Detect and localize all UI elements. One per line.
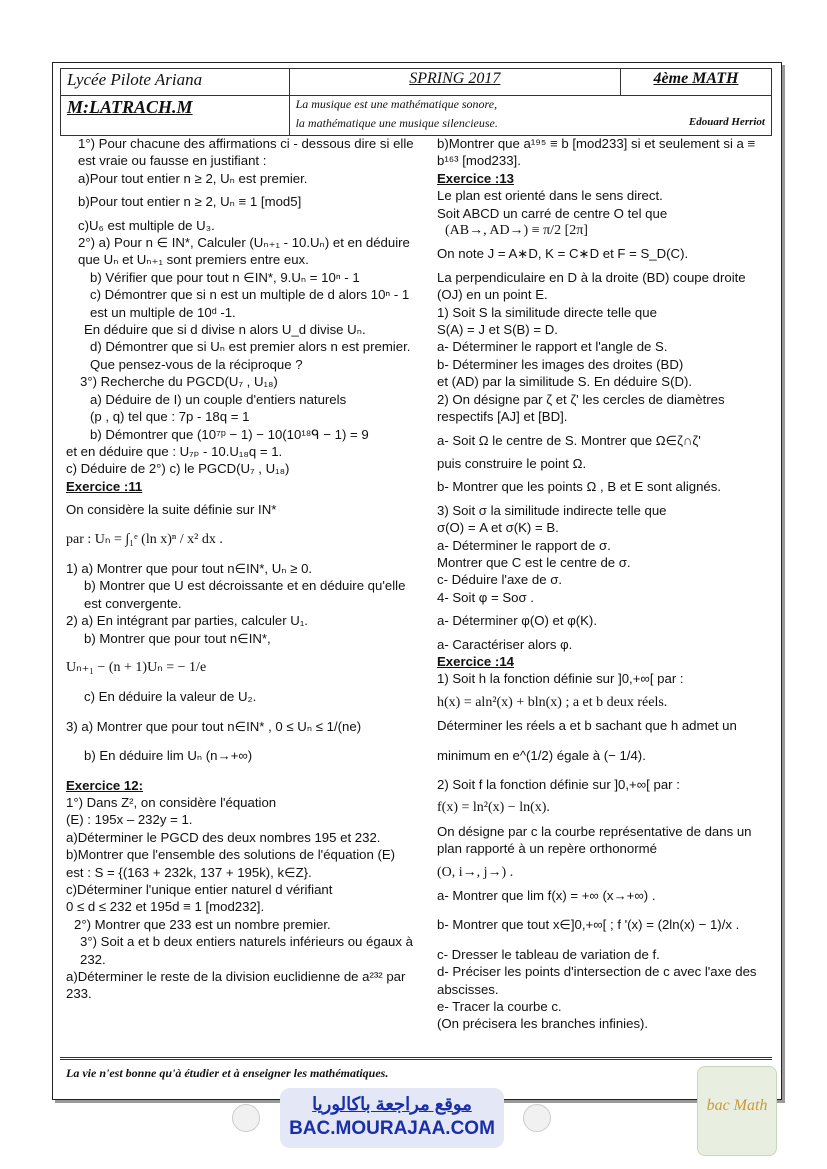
school-name: Lycée Pilote Ariana <box>61 69 290 96</box>
ex13-q2: 2) On désigne par ζ et ζ' les cercles de diamètres respectifs [AJ] et [BD]. <box>437 391 725 425</box>
ex14-h-def: h(x) = aln²(x) + bln(x) ; a et b deux réels. <box>437 694 668 710</box>
ex12-q1c-cond: 0 ≤ d ≤ 232 et 195d ≡ 1 [mod232]. <box>66 899 265 915</box>
ex14-q2: 2) Soit f la fonction définie sur ]0,+∞[ par : <box>437 777 680 792</box>
ex11-q3a: 3) a) Montrer que pour tout n∈IN* , 0 ≤ Uₙ ≤ 1/(ne) <box>66 718 362 734</box>
ex14-f-def: f(x) = ln²(x) − ln(x). <box>437 800 550 816</box>
ex13-q1b-cont: et (AD) par la similitude S. En déduire S(D). <box>437 374 693 390</box>
ex12-q1c: c)Déterminer l'unique entier naturel d vérifiant <box>66 882 333 898</box>
ex14-note: (On précisera les branches infinies). <box>437 1016 649 1032</box>
ex14-q1-min: minimum en e^(1/2) égale à (− 1/4). <box>437 747 646 763</box>
ex12-q3a: a)Déterminer le reste de la division euclidienne de a²³² par 233. <box>66 969 406 1002</box>
ex11-definition: par : Uₙ = ∫₁ᵉ (ln x)ⁿ / x² dx . <box>66 531 223 547</box>
bac-math-logo <box>697 1066 777 1156</box>
ex10-q2c-deduce: En déduire que si d divise n alors U_d divise Uₙ. <box>84 322 366 338</box>
ex11-q2a: 2) a) En intégrant par parties, calculer U₁. <box>66 613 308 629</box>
ex13-intro: Le plan est orienté dans le sens direct. <box>437 188 663 204</box>
footer-motto: La vie n'est bonne qu'à étudier et à enseigner les mathématiques. <box>66 1066 389 1080</box>
ex14-q1-task: Déterminer les réels a et b sachant que h admet un <box>437 718 737 734</box>
right-column <box>437 135 773 1033</box>
ex13-q4b: a- Caractériser alors φ. <box>437 636 573 652</box>
ex13-q4a: a- Déterminer φ(O) et φ(K). <box>437 613 597 629</box>
ex12-q1a: a)Déterminer le PGCD des deux nombres 195 et 232. <box>66 829 381 845</box>
ex14-qd: d- Préciser les points d'intersection de c avec l'axe des abscisses. <box>437 964 757 997</box>
banner-arabic-text[interactable]: موقع مراجعة باكالوريا <box>312 1094 472 1114</box>
ex10-q3a: a) Déduire de I) un couple d'entiers naturels <box>90 391 347 407</box>
exercise-14-title: Exercice :14 <box>437 653 514 669</box>
ex13-q3b: Montrer que C est le centre de σ. <box>437 554 631 570</box>
banner-url[interactable]: BAC.MOURAJAA.COM <box>289 1118 495 1139</box>
ex10-q3b-deduce: et en déduire que : U₇ₚ - 10.U₁₈q = 1. <box>66 443 283 459</box>
bac-math-logo-text: bac Math <box>706 1097 768 1114</box>
ex13-q3: 3) Soit σ la similitude indirecte telle que <box>437 502 667 518</box>
teacher-name: M:LATRACH.M <box>61 95 290 135</box>
ex11-q2c: c) En déduire la valeur de U₂. <box>84 689 257 705</box>
ex12-q1b: b)Montrer que l'ensemble des solutions de l'équation (E) est : S = {(163 + 232k, 137 + 195k), k∈Z}. <box>66 847 396 880</box>
ex14-qa: a- Montrer que lim f(x) = +∞ (x→+∞) . <box>437 888 656 904</box>
left-logo-icon <box>232 1104 260 1132</box>
ex10-q3c: c) Déduire de 2°) c) le PGCD(U₇ , U₁₈) <box>66 461 290 477</box>
ex10-q3: 3°) Recherche du PGCD(U₇ , U₁₈) <box>80 374 278 390</box>
ex10-q1b: b)Pour tout entier n ≥ 2, Uₙ ≡ 1 [mod5] <box>78 194 302 210</box>
ex11-relation: Uₙ₊₁ − (n + 1)Uₙ = − 1/e <box>66 659 207 675</box>
ex14-qe: e- Tracer la courbe c. <box>437 999 562 1015</box>
exercise-11-title: Exercice :11 <box>66 478 143 494</box>
ex14-curve: On désigne par c la courbe représentative de dans un plan rapporté à un repère orthonormé <box>437 823 752 857</box>
ex13-q2b: b- Montrer que les points Ω , B et E sont alignés. <box>437 479 722 495</box>
ex12-q3b: b)Montrer que a¹⁹⁵ ≡ b [mod233] si et seulement si a ≡ b¹⁶³ [mod233]. <box>437 136 756 169</box>
ex10-q3b: b) Démontrer que (10⁷ᵖ − 1) − 10(10¹⁸ᑫ − 1) = 9 <box>90 426 369 442</box>
ex13-q2a: a- Soit Ω le centre de S. Montrer que Ω∈ζ∩ζ' <box>437 432 701 448</box>
ex13-q1a: a- Déterminer le rapport et l'angle de S. <box>437 339 668 355</box>
ex10-q1a: a)Pour tout entier n ≥ 2, Uₙ est premier. <box>78 170 308 186</box>
ex11-q1a: 1) a) Montrer que pour tout n∈IN*, Uₙ ≥ 0. <box>66 560 313 576</box>
header-table <box>60 68 772 136</box>
footer-divider <box>60 1057 772 1060</box>
ex10-q3a-eq: (p , q) tel que : 7p - 18q = 1 <box>90 409 250 425</box>
ex11-intro: On considère la suite définie sur IN* <box>66 502 277 518</box>
site-banner[interactable] <box>280 1088 504 1148</box>
ex10-q1c: c)U₆ est multiple de U₃. <box>78 217 215 233</box>
ex10-q1: 1°) Pour chacune des affirmations ci - dessous dire si elle est vraie ou fausse en justifiant : <box>78 136 414 169</box>
ex14-frame: (O, i→, j→) . <box>437 864 514 880</box>
ex13-angle: (AB→, AD→) ≡ π/2 [2π] <box>445 223 588 239</box>
ex13-q3c: c- Déduire l'axe de σ. <box>437 572 563 588</box>
quote-line-2: la mathématique une musique silencieuse. <box>289 115 620 135</box>
ex11-q2b: b) Montrer que pour tout n∈IN*, <box>84 630 271 646</box>
exercise-12-title: Exercice 12: <box>66 777 143 793</box>
ex11-q3b: b) En déduire lim Uₙ (n→+∞) <box>84 748 253 764</box>
ex12-equation: (E) : 195x – 232y = 1. <box>66 812 193 828</box>
ex13-q4: 4- Soit φ = Soσ . <box>437 589 534 605</box>
ex10-q2d: d) Démontrer que si Uₙ est premier alors n est premier. Que pensez-vous de la réciproque ? <box>90 339 411 372</box>
ex10-q2c: c) Démontrer que si n est un multiple de d alors 10ⁿ - 1 est un multiple de 10ᵈ -1. <box>90 287 410 320</box>
left-column <box>66 135 416 1003</box>
ex13-q2a-cont: puis construire le point Ω. <box>437 455 587 471</box>
ex12-q3: 3°) Soit a et b deux entiers naturels inférieurs ou égaux à 232. <box>80 934 413 967</box>
ex12-q1: 1°) Dans Z², on considère l'équation <box>66 795 277 810</box>
ex10-q2b: b) Vérifier que pour tout n ∈IN*, 9.Uₙ = 10ⁿ - 1 <box>90 269 360 285</box>
ex13-perpendicular: La perpendiculaire en D à la droite (BD) coupe droite (OJ) en un point E. <box>437 269 746 303</box>
ex14-qb: b- Montrer que tout x∈]0,+∞[ ; f '(x) = (2ln(x) − 1)/x . <box>437 917 740 933</box>
ex13-q1b: b- Déterminer les images des droites (BD) <box>437 356 684 372</box>
class-level: 4ème MATH <box>620 69 771 96</box>
ex13-notation: On note J = A∗D, K = C∗D et F = S_D(C). <box>437 246 689 262</box>
right-logo-icon <box>523 1104 551 1132</box>
ex13-q3a: a- Déterminer le rapport de σ. <box>437 537 611 553</box>
ex13-square: Soit ABCD un carré de centre O tel que <box>437 205 668 221</box>
ex14-qc: c- Dresser le tableau de variation de f. <box>437 946 660 962</box>
ex13-q1: 1) Soit S la similitude directe telle que <box>437 304 657 320</box>
ex11-q1b: b) Montrer que U est décroissante et en déduire qu'elle est convergente. <box>84 578 406 611</box>
quote-line-1: La musique est une mathématique sonore, <box>289 95 771 115</box>
ex10-q2a: 2°) a) Pour n ∈ IN*, Calculer (Uₙ₊₁ - 10.Uₙ) et en déduire que Uₙ et Uₙ₊₁ sont premiers entre eux. <box>78 235 410 268</box>
exercise-13-title: Exercice :13 <box>437 170 514 186</box>
ex13-q1-cond: S(A) = J et S(B) = D. <box>437 322 558 338</box>
ex12-q2: 2°) Montrer que 233 est un nombre premier. <box>74 916 331 932</box>
ex14-q1: 1) Soit h la fonction définie sur ]0,+∞[ par : <box>437 671 684 687</box>
ex13-q3-cond: σ(O) = A et σ(K) = B. <box>437 520 559 536</box>
session-title: SPRING 2017 <box>289 69 620 96</box>
quote-author: Edouard Herriot <box>620 115 771 135</box>
